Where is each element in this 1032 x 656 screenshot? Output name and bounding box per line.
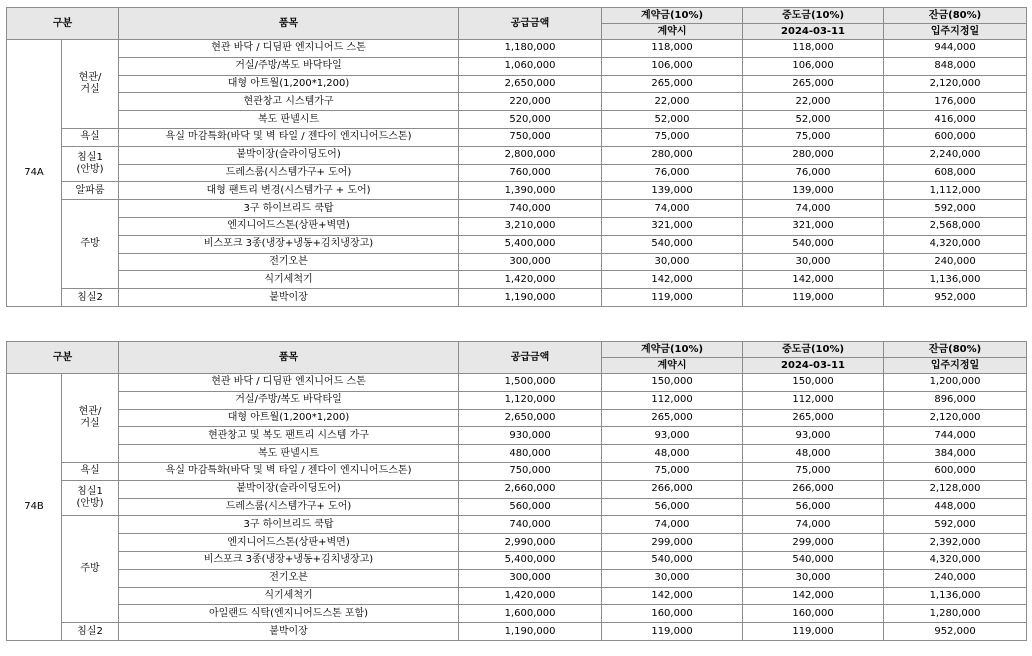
supply-amount-cell: 480,000 xyxy=(459,445,602,463)
table-row xyxy=(7,57,1027,75)
middle-payment-cell: 142,000 xyxy=(743,271,884,289)
middle-payment-cell: 74,000 xyxy=(743,516,884,534)
middle-payment-cell: 321,000 xyxy=(743,217,884,235)
middle-payment-cell: 160,000 xyxy=(743,605,884,623)
header-balance: 잔금(80%) xyxy=(884,342,1027,358)
contract-deposit-cell: 299,000 xyxy=(602,534,743,552)
header-balance: 잔금(80%) xyxy=(884,8,1027,24)
room-area-cell: 주방 xyxy=(62,516,119,623)
balance-cell: 4,320,000 xyxy=(884,235,1027,253)
supply-amount-cell: 1,190,000 xyxy=(459,623,602,641)
item-name-cell: 거실/주방/복도 바닥타일 xyxy=(119,57,459,75)
contract-deposit-cell: 142,000 xyxy=(602,271,743,289)
supply-amount-cell: 1,190,000 xyxy=(459,289,602,307)
room-area-cell: 침실1 (안방) xyxy=(62,146,119,182)
table-row xyxy=(7,498,1027,516)
header-contract-timing: 계약시 xyxy=(602,24,743,40)
middle-payment-cell: 118,000 xyxy=(743,40,884,58)
item-name-cell: 붙박이장(슬라이딩도어) xyxy=(119,480,459,498)
table-row xyxy=(7,462,1027,480)
middle-payment-cell: 112,000 xyxy=(743,391,884,409)
header-contract-timing: 계약시 xyxy=(602,358,743,374)
header-category: 구분 xyxy=(7,8,119,40)
supply-amount-cell: 1,600,000 xyxy=(459,605,602,623)
middle-payment-cell: 48,000 xyxy=(743,445,884,463)
item-name-cell: 비스포크 3종(냉장+냉동+김치냉장고) xyxy=(119,551,459,569)
supply-amount-cell: 300,000 xyxy=(459,569,602,587)
balance-cell: 2,128,000 xyxy=(884,480,1027,498)
table-row xyxy=(7,480,1027,498)
balance-cell: 600,000 xyxy=(884,462,1027,480)
table-row xyxy=(7,623,1027,641)
balance-cell: 1,136,000 xyxy=(884,587,1027,605)
table-row xyxy=(7,93,1027,111)
supply-amount-cell: 1,180,000 xyxy=(459,40,602,58)
item-name-cell: 전기오븐 xyxy=(119,569,459,587)
item-name-cell: 욕실 마감특화(바닥 및 벽 타일 / 젠다이 엔지니어드스톤) xyxy=(119,462,459,480)
header-balance-timing: 입주지정일 xyxy=(884,358,1027,374)
item-name-cell: 붙박이장 xyxy=(119,623,459,641)
room-area-cell: 현관/ 거실 xyxy=(62,40,119,129)
middle-payment-cell: 540,000 xyxy=(743,235,884,253)
header-middle-date: 2024-03-11 xyxy=(743,24,884,40)
balance-cell: 2,240,000 xyxy=(884,146,1027,164)
table-row xyxy=(7,253,1027,271)
balance-cell: 2,120,000 xyxy=(884,409,1027,427)
contract-deposit-cell: 74,000 xyxy=(602,516,743,534)
balance-cell: 2,392,000 xyxy=(884,534,1027,552)
room-area-cell: 침실1 (안방) xyxy=(62,480,119,516)
supply-amount-cell: 220,000 xyxy=(459,93,602,111)
table-row xyxy=(7,182,1027,200)
balance-cell: 416,000 xyxy=(884,111,1027,129)
item-name-cell: 전기오븐 xyxy=(119,253,459,271)
middle-payment-cell: 106,000 xyxy=(743,57,884,75)
contract-deposit-cell: 321,000 xyxy=(602,217,743,235)
table-row xyxy=(7,235,1027,253)
balance-cell: 896,000 xyxy=(884,391,1027,409)
balance-cell: 448,000 xyxy=(884,498,1027,516)
table-row xyxy=(7,427,1027,445)
table-row xyxy=(7,534,1027,552)
middle-payment-cell: 30,000 xyxy=(743,569,884,587)
middle-payment-cell: 266,000 xyxy=(743,480,884,498)
middle-payment-cell: 74,000 xyxy=(743,200,884,218)
balance-cell: 1,200,000 xyxy=(884,374,1027,392)
supply-amount-cell: 1,500,000 xyxy=(459,374,602,392)
table-row xyxy=(7,409,1027,427)
balance-cell: 592,000 xyxy=(884,200,1027,218)
contract-deposit-cell: 160,000 xyxy=(602,605,743,623)
balance-cell: 1,112,000 xyxy=(884,182,1027,200)
table-row xyxy=(7,128,1027,146)
middle-payment-cell: 75,000 xyxy=(743,128,884,146)
contract-deposit-cell: 30,000 xyxy=(602,253,743,271)
middle-payment-cell: 75,000 xyxy=(743,462,884,480)
supply-amount-cell: 2,650,000 xyxy=(459,75,602,93)
middle-payment-cell: 265,000 xyxy=(743,75,884,93)
table-row xyxy=(7,374,1027,392)
middle-payment-cell: 139,000 xyxy=(743,182,884,200)
contract-deposit-cell: 540,000 xyxy=(602,551,743,569)
item-name-cell: 드레스룸(시스템가구+ 도어) xyxy=(119,498,459,516)
header-contract-deposit: 계약금(10%) xyxy=(602,342,743,358)
supply-amount-cell: 3,210,000 xyxy=(459,217,602,235)
supply-amount-cell: 1,420,000 xyxy=(459,587,602,605)
room-area-cell: 침실2 xyxy=(62,623,119,641)
table-row xyxy=(7,516,1027,534)
item-name-cell: 엔지니어드스톤(상판+벽면) xyxy=(119,534,459,552)
balance-cell: 176,000 xyxy=(884,93,1027,111)
supply-amount-cell: 740,000 xyxy=(459,516,602,534)
supply-amount-cell: 750,000 xyxy=(459,128,602,146)
balance-cell: 1,136,000 xyxy=(884,271,1027,289)
table-row xyxy=(7,569,1027,587)
table-row xyxy=(7,289,1027,307)
contract-deposit-cell: 30,000 xyxy=(602,569,743,587)
contract-deposit-cell: 119,000 xyxy=(602,289,743,307)
balance-cell: 592,000 xyxy=(884,516,1027,534)
item-name-cell: 비스포크 3종(냉장+냉동+김치냉장고) xyxy=(119,235,459,253)
item-name-cell: 3구 하이브리드 쿡탑 xyxy=(119,516,459,534)
balance-cell: 384,000 xyxy=(884,445,1027,463)
contract-deposit-cell: 22,000 xyxy=(602,93,743,111)
contract-deposit-cell: 112,000 xyxy=(602,391,743,409)
balance-cell: 240,000 xyxy=(884,253,1027,271)
table-row xyxy=(7,40,1027,58)
supply-amount-cell: 930,000 xyxy=(459,427,602,445)
balance-cell: 744,000 xyxy=(884,427,1027,445)
balance-cell: 2,568,000 xyxy=(884,217,1027,235)
header-middle-payment: 중도금(10%) xyxy=(743,8,884,24)
middle-payment-cell: 56,000 xyxy=(743,498,884,516)
contract-deposit-cell: 119,000 xyxy=(602,623,743,641)
contract-deposit-cell: 265,000 xyxy=(602,409,743,427)
item-name-cell: 욕실 마감특화(바닥 및 벽 타일 / 젠다이 엔지니어드스톤) xyxy=(119,128,459,146)
item-name-cell: 엔지니어드스톤(상판+벽면) xyxy=(119,217,459,235)
balance-cell: 952,000 xyxy=(884,289,1027,307)
table-row xyxy=(7,605,1027,623)
supply-amount-cell: 1,420,000 xyxy=(459,271,602,289)
item-name-cell: 복도 판넬시트 xyxy=(119,445,459,463)
item-name-cell: 현관창고 시스템가구 xyxy=(119,93,459,111)
item-name-cell: 대형 팬트리 변경(시스템가구 + 도어) xyxy=(119,182,459,200)
table-row xyxy=(7,146,1027,164)
item-name-cell: 드레스룸(시스템가구+ 도어) xyxy=(119,164,459,182)
table-row xyxy=(7,75,1027,93)
supply-amount-cell: 560,000 xyxy=(459,498,602,516)
balance-cell: 944,000 xyxy=(884,40,1027,58)
contract-deposit-cell: 52,000 xyxy=(602,111,743,129)
contract-deposit-cell: 56,000 xyxy=(602,498,743,516)
middle-payment-cell: 22,000 xyxy=(743,93,884,111)
table-row xyxy=(7,271,1027,289)
supply-amount-cell: 1,060,000 xyxy=(459,57,602,75)
header-category: 구분 xyxy=(7,342,119,374)
middle-payment-cell: 119,000 xyxy=(743,289,884,307)
item-name-cell: 식기세척기 xyxy=(119,587,459,605)
balance-cell: 4,320,000 xyxy=(884,551,1027,569)
option-price-table-74b xyxy=(6,341,1027,641)
item-name-cell: 대형 아트월(1,200*1,200) xyxy=(119,75,459,93)
supply-amount-cell: 5,400,000 xyxy=(459,551,602,569)
item-name-cell: 현관 바닥 / 디딤판 엔지니어드 스톤 xyxy=(119,40,459,58)
item-name-cell: 아일랜드 식탁(엔지니어드스톤 포함) xyxy=(119,605,459,623)
option-price-table-74a xyxy=(6,7,1027,307)
header-middle-payment: 중도금(10%) xyxy=(743,342,884,358)
item-name-cell: 식기세척기 xyxy=(119,271,459,289)
middle-payment-cell: 30,000 xyxy=(743,253,884,271)
supply-amount-cell: 760,000 xyxy=(459,164,602,182)
contract-deposit-cell: 48,000 xyxy=(602,445,743,463)
item-name-cell: 복도 판넬시트 xyxy=(119,111,459,129)
table-row xyxy=(7,391,1027,409)
middle-payment-cell: 93,000 xyxy=(743,427,884,445)
supply-amount-cell: 520,000 xyxy=(459,111,602,129)
contract-deposit-cell: 75,000 xyxy=(602,462,743,480)
contract-deposit-cell: 150,000 xyxy=(602,374,743,392)
header-contract-deposit: 계약금(10%) xyxy=(602,8,743,24)
middle-payment-cell: 265,000 xyxy=(743,409,884,427)
supply-amount-cell: 2,660,000 xyxy=(459,480,602,498)
table-row xyxy=(7,551,1027,569)
contract-deposit-cell: 265,000 xyxy=(602,75,743,93)
header-row xyxy=(7,342,1027,358)
contract-deposit-cell: 266,000 xyxy=(602,480,743,498)
supply-amount-cell: 1,390,000 xyxy=(459,182,602,200)
middle-payment-cell: 299,000 xyxy=(743,534,884,552)
contract-deposit-cell: 76,000 xyxy=(602,164,743,182)
balance-cell: 952,000 xyxy=(884,623,1027,641)
header-supply-amount: 공급금액 xyxy=(459,342,602,374)
header-supply-amount: 공급금액 xyxy=(459,8,602,40)
item-name-cell: 거실/주방/복도 바닥타일 xyxy=(119,391,459,409)
item-name-cell: 붙박이장 xyxy=(119,289,459,307)
contract-deposit-cell: 280,000 xyxy=(602,146,743,164)
header-middle-date: 2024-03-11 xyxy=(743,358,884,374)
supply-amount-cell: 2,990,000 xyxy=(459,534,602,552)
table-row xyxy=(7,200,1027,218)
balance-cell: 848,000 xyxy=(884,57,1027,75)
item-name-cell: 붙박이장(슬라이딩도어) xyxy=(119,146,459,164)
balance-cell: 1,280,000 xyxy=(884,605,1027,623)
table-row xyxy=(7,445,1027,463)
header-item: 품목 xyxy=(119,342,459,374)
table-row xyxy=(7,111,1027,129)
room-area-cell: 현관/ 거실 xyxy=(62,374,119,463)
header-row xyxy=(7,8,1027,24)
header-item: 품목 xyxy=(119,8,459,40)
item-name-cell: 현관창고 및 복도 팬트리 시스템 가구 xyxy=(119,427,459,445)
middle-payment-cell: 52,000 xyxy=(743,111,884,129)
contract-deposit-cell: 142,000 xyxy=(602,587,743,605)
balance-cell: 2,120,000 xyxy=(884,75,1027,93)
supply-amount-cell: 1,120,000 xyxy=(459,391,602,409)
balance-cell: 600,000 xyxy=(884,128,1027,146)
middle-payment-cell: 142,000 xyxy=(743,587,884,605)
middle-payment-cell: 150,000 xyxy=(743,374,884,392)
item-name-cell: 현관 바닥 / 디딤판 엔지니어드 스톤 xyxy=(119,374,459,392)
room-area-cell: 주방 xyxy=(62,200,119,289)
supply-amount-cell: 2,800,000 xyxy=(459,146,602,164)
supply-amount-cell: 2,650,000 xyxy=(459,409,602,427)
contract-deposit-cell: 118,000 xyxy=(602,40,743,58)
table-row xyxy=(7,587,1027,605)
room-area-cell: 욕실 xyxy=(62,128,119,146)
room-area-cell: 욕실 xyxy=(62,462,119,480)
header-balance-timing: 입주지정일 xyxy=(884,24,1027,40)
room-area-cell: 알파룸 xyxy=(62,182,119,200)
contract-deposit-cell: 139,000 xyxy=(602,182,743,200)
supply-amount-cell: 740,000 xyxy=(459,200,602,218)
item-name-cell: 대형 아트월(1,200*1,200) xyxy=(119,409,459,427)
middle-payment-cell: 119,000 xyxy=(743,623,884,641)
contract-deposit-cell: 93,000 xyxy=(602,427,743,445)
contract-deposit-cell: 540,000 xyxy=(602,235,743,253)
contract-deposit-cell: 106,000 xyxy=(602,57,743,75)
unit-type-cell: 74A xyxy=(7,40,62,307)
contract-deposit-cell: 74,000 xyxy=(602,200,743,218)
supply-amount-cell: 5,400,000 xyxy=(459,235,602,253)
supply-amount-cell: 300,000 xyxy=(459,253,602,271)
balance-cell: 240,000 xyxy=(884,569,1027,587)
supply-amount-cell: 750,000 xyxy=(459,462,602,480)
table-row xyxy=(7,217,1027,235)
unit-type-cell: 74B xyxy=(7,374,62,641)
middle-payment-cell: 76,000 xyxy=(743,164,884,182)
middle-payment-cell: 280,000 xyxy=(743,146,884,164)
middle-payment-cell: 540,000 xyxy=(743,551,884,569)
item-name-cell: 3구 하이브리드 쿡탑 xyxy=(119,200,459,218)
contract-deposit-cell: 75,000 xyxy=(602,128,743,146)
balance-cell: 608,000 xyxy=(884,164,1027,182)
table-row xyxy=(7,164,1027,182)
room-area-cell: 침실2 xyxy=(62,289,119,307)
